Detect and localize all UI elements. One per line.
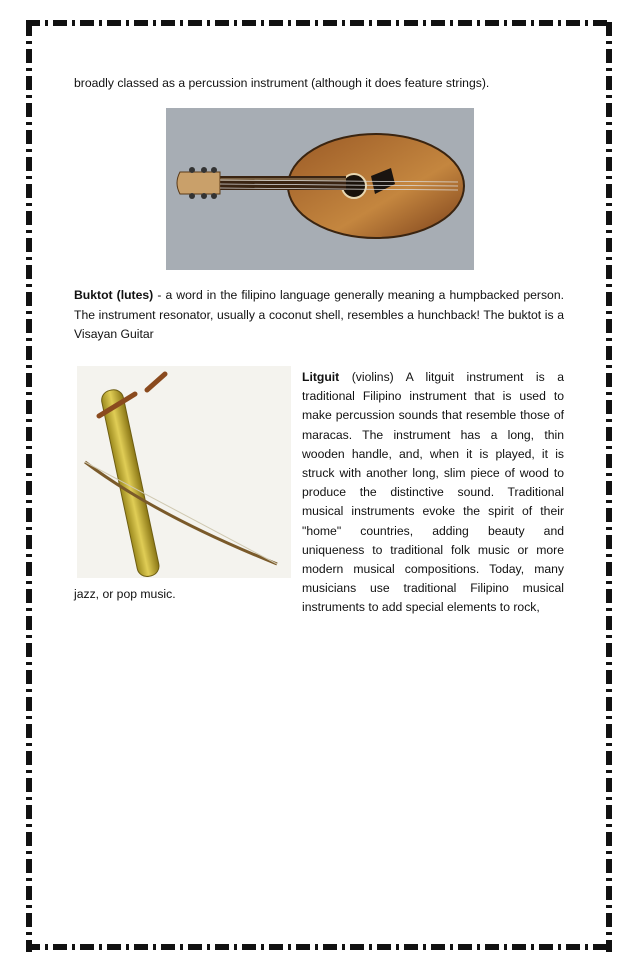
buktot-body: - a word in the filipino language generally meaning a humpbacked person. The instrument resonator, usually a coconut shell, resembles a hunchback! The buktot is a Visayan Guitar bbox=[74, 288, 564, 341]
page-border-right bbox=[606, 22, 612, 952]
intro-paragraph: broadly classed as a percussion instrument (although it does feature strings). bbox=[74, 76, 490, 90]
litguit-term: Litguit bbox=[302, 370, 340, 384]
page-border-left bbox=[26, 22, 32, 952]
litguit-paragraph-end: jazz, or pop music. bbox=[74, 587, 176, 601]
page-border-bottom bbox=[26, 944, 612, 950]
litguit-body: (violins) A litguit instrument is a traditional Filipino instrument that is used to make percussion sounds that resemble those of maracas. The instrument has a long, thin wooden handle, and, when it is played, it is struck with another long, slim piece of wood to produce the distinctive sound. Traditional musical instruments evoke the spirit of their "home" countries, adding beauty and uniqueness to traditional folk music or more modern musical compositions. Today, many musicians use traditional Filipino musical instruments to add special elements to rock, bbox=[302, 370, 564, 615]
buktot-term: Buktot (lutes) bbox=[74, 288, 154, 302]
litguit-paragraph bbox=[302, 368, 564, 618]
litguit-image bbox=[77, 366, 291, 578]
mandolin-image bbox=[166, 108, 474, 270]
buktot-paragraph bbox=[74, 286, 564, 345]
page-border-top bbox=[26, 20, 612, 26]
